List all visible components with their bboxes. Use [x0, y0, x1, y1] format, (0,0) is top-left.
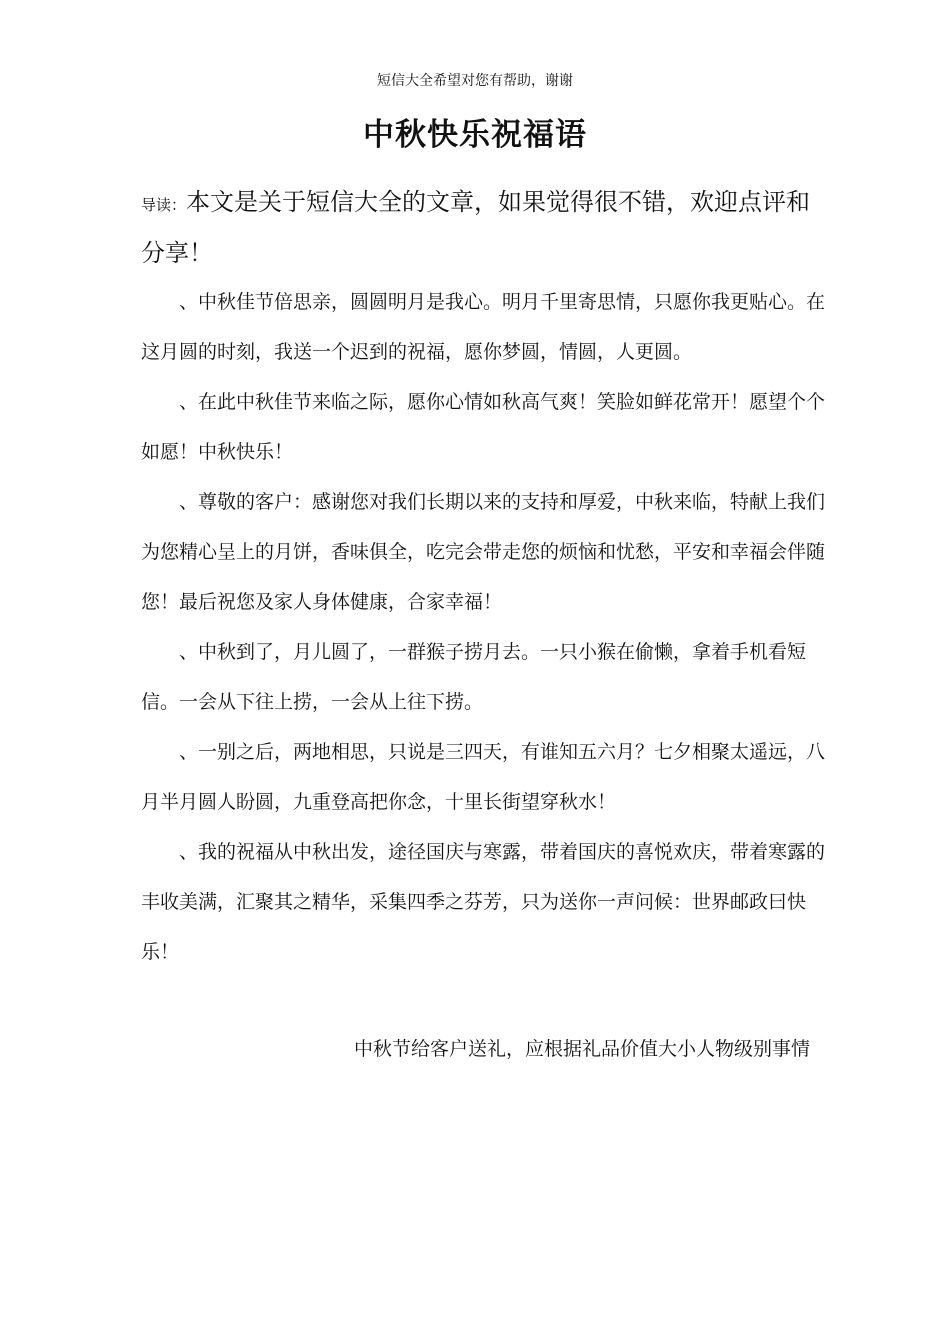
header-note: 短信大全希望对您有帮助，谢谢	[377, 73, 573, 89]
greeting-paragraph-4: 、中秋到了，月儿圆了，一群猴子捞月去。一只小猴在偷懒，拿着手机看短信。一会从下往上捞，一会从上往下捞。	[141, 641, 807, 713]
closing-line: 中秋节给客户送礼，应根据礼品价值大小人物级别事情	[353, 1038, 810, 1060]
greetings-list	[141, 277, 826, 977]
greeting-paragraph-5: 、一别之后，两地相思，只说是三四天，有谁知五六月？七夕相聚太遥远，八月半月圆人盼圆，九重登高把你念，十里长街望穿秋水！	[141, 741, 826, 813]
intro-label: 导读：	[141, 196, 187, 214]
intro-paragraph	[141, 178, 821, 277]
greeting-paragraph-6: 、我的祝福从中秋出发，途径国庆与寒露，带着国庆的喜悦欢庆，带着寒露的丰收美满，汇聚其之精华，采集四季之芬芳，只为送你一声问候：世界邮政曰快乐！	[141, 841, 826, 963]
greeting-paragraph-2: 、在此中秋佳节来临之际，愿你心情如秋高气爽！笑脸如鲜花常开！愿望个个如愿！中秋快乐！	[141, 391, 826, 463]
document-title: 中秋快乐祝福语	[363, 117, 587, 153]
greeting-paragraph-1: 、中秋佳节倍思亲，圆圆明月是我心。明月千里寄思情，只愿你我更贴心。在这月圆的时刻，我送一个迟到的祝福，愿你梦圆，情圆，人更圆。	[141, 291, 826, 363]
intro-text: 本文是关于短信大全的文章，如果觉得很不错，欢迎点评和分享！	[141, 188, 811, 267]
greeting-paragraph-3: 、尊敬的客户：感谢您对我们长期以来的支持和厚爱，中秋来临，特献上我们为您精心呈上的月饼，香味俱全，吃完会带走您的烦恼和忧愁，平安和幸福会伴随您！最后祝您及家人身体健康，合家幸福！	[141, 491, 826, 613]
